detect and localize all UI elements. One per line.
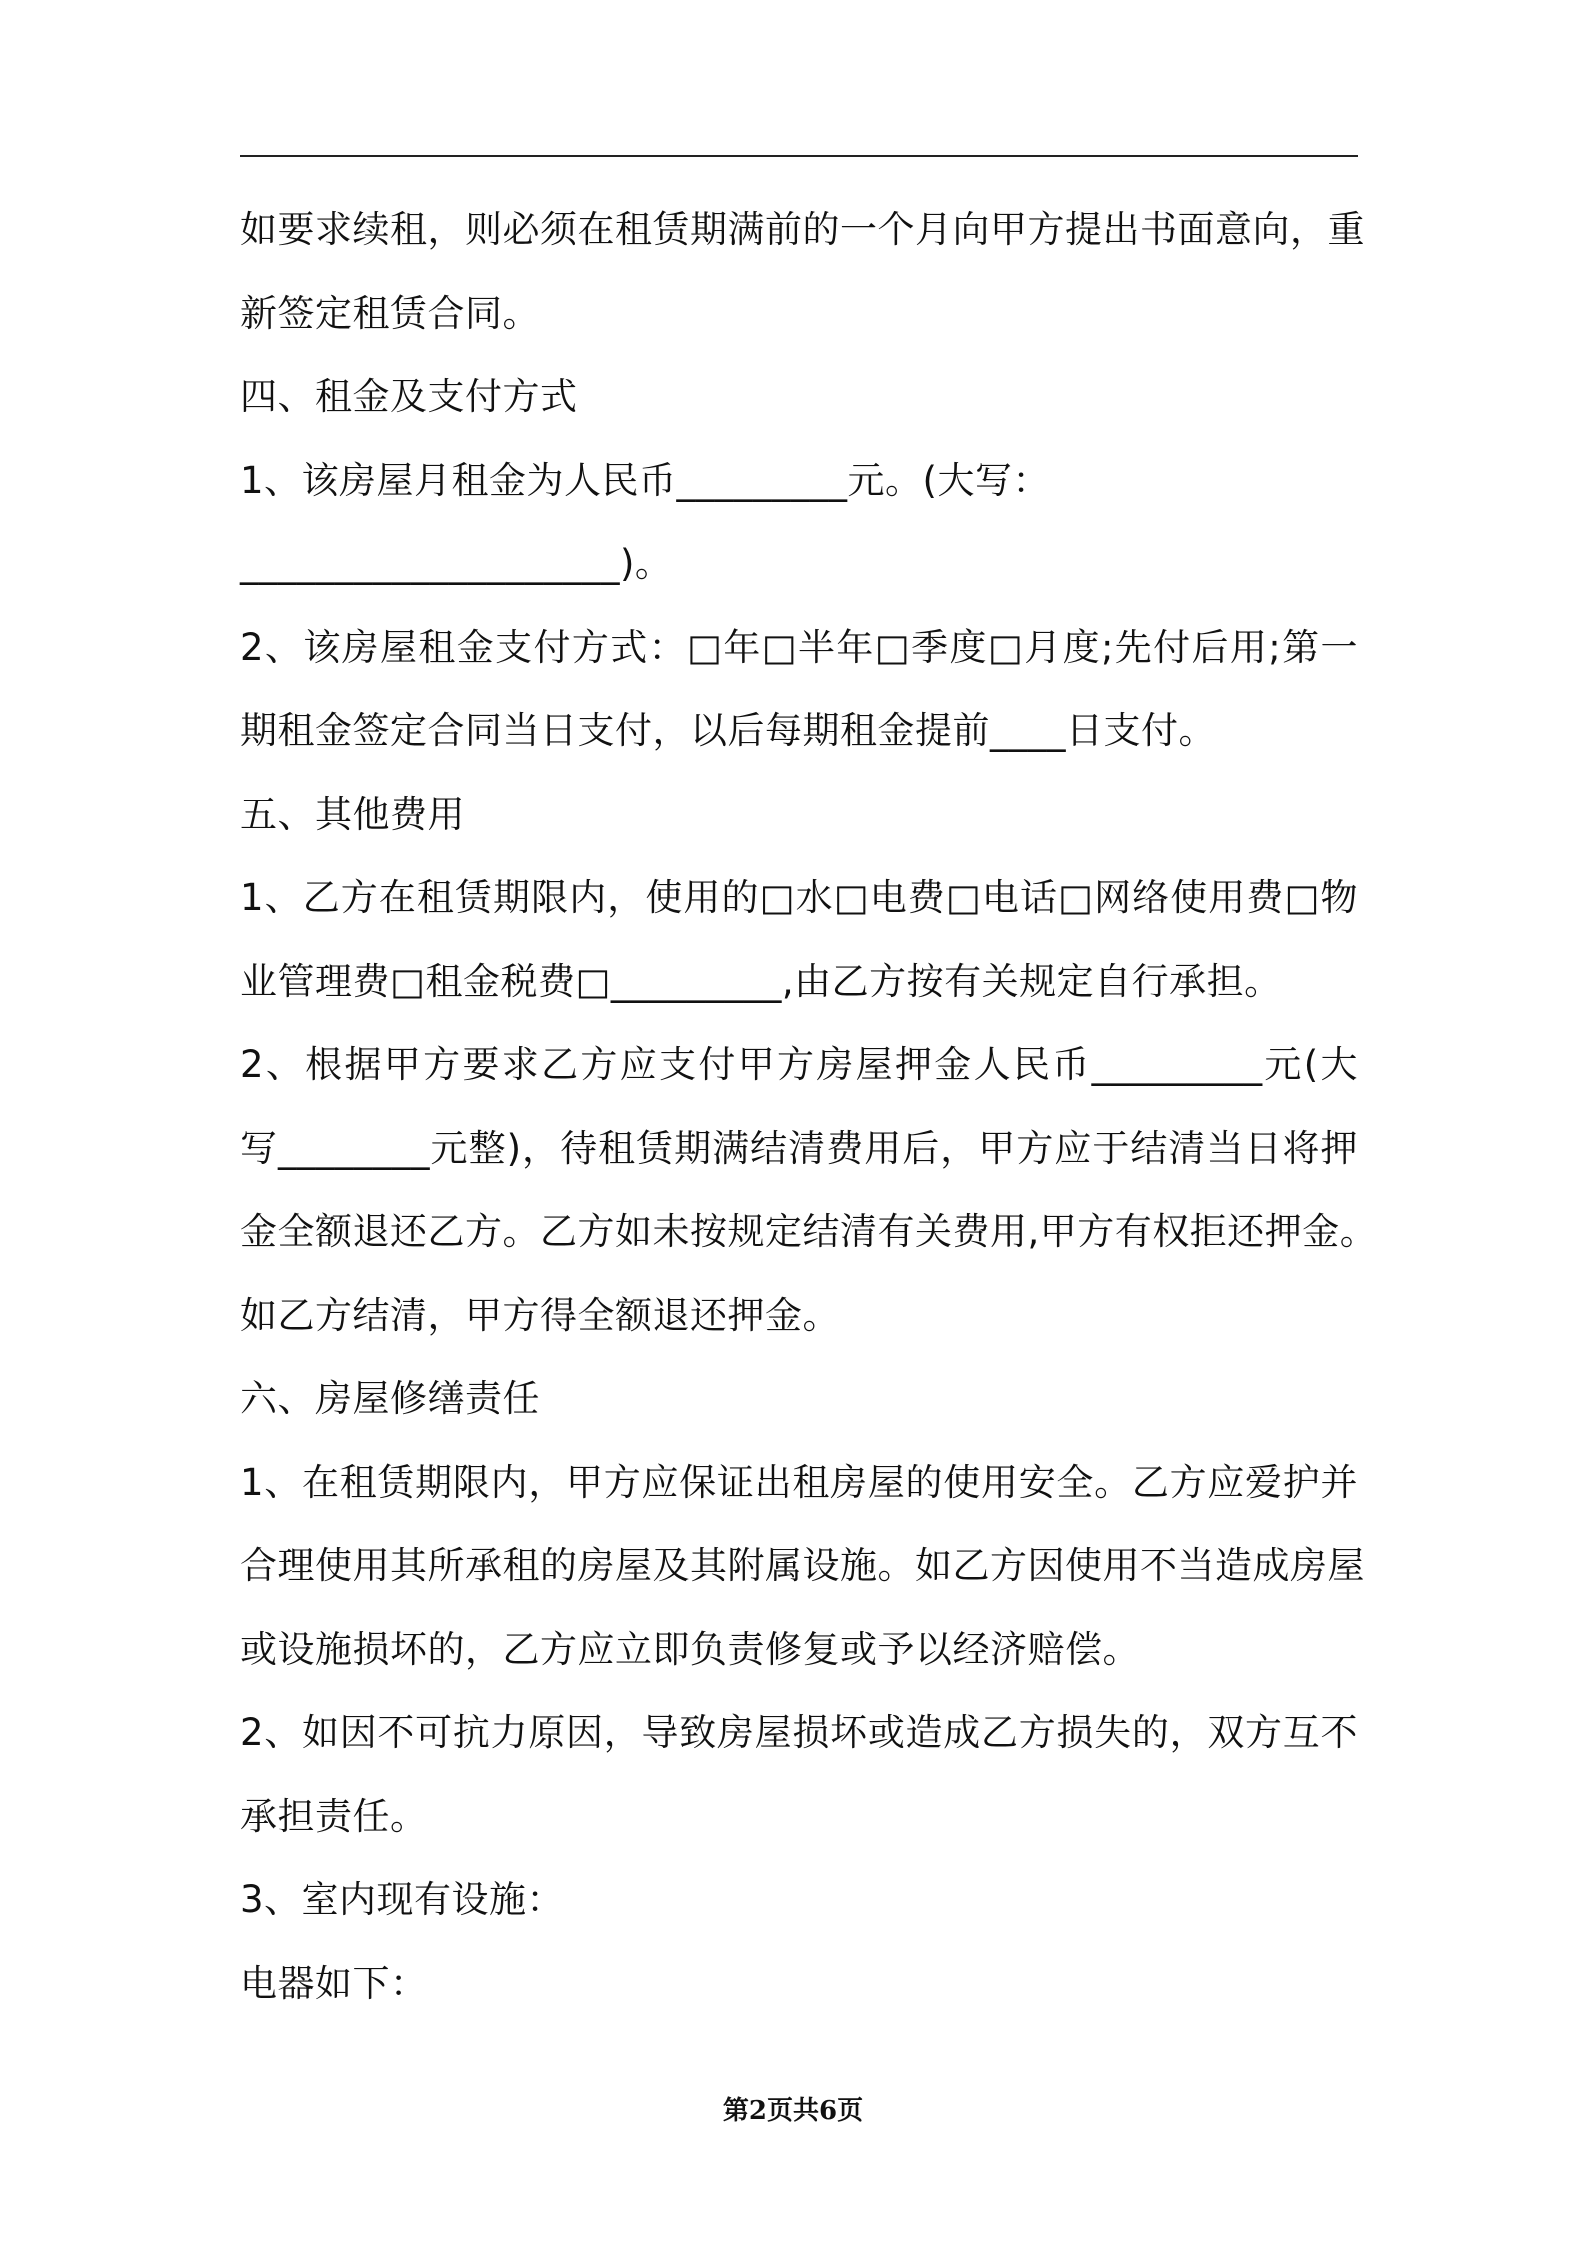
text-line: 如乙方结清，甲方得全额退还押金。 <box>240 1293 840 1337</box>
text-line: 1、在租赁期限内，甲方应保证出租房屋的使用安全。乙方应爱护并 <box>240 1460 1358 1504</box>
text-line: 合理使用其所承租的房屋及其附属设施。如乙方因使用不当造成房屋 <box>240 1544 1365 1587</box>
text-line: 写________元整)，待租赁期满结清费用后，甲方应于结清当日将押 <box>240 1126 1358 1170</box>
text-line: 2、如因不可抗力原因，导致房屋损坏或造成乙方损失的，双方互不 <box>240 1711 1358 1754</box>
text-line: 期租金签定合同当日支付，以后每期租金提前____日支付。 <box>240 709 1216 752</box>
section-heading-rent: 四、租金及支付方式 <box>240 375 578 418</box>
text-line: 承担责任。 <box>240 1794 428 1838</box>
text-line: 3、室内现有设施： <box>240 1878 565 1921</box>
text-line: 2、根据甲方要求乙方应支付甲方房屋押金人民币_________元(大 <box>240 1043 1358 1086</box>
page-number: 第2页共6页 <box>722 2096 864 2126</box>
section-heading-repair: 六、房屋修缮责任 <box>240 1377 540 1420</box>
header-rule <box>240 155 1358 157</box>
text-line: 金全额退还乙方。乙方如未按规定结清有关费用,甲方有权拒还押金。 <box>240 1210 1378 1253</box>
text-line: 2、该房屋租金支付方式：□年□半年□季度□月度;先付后用;第一 <box>240 625 1358 669</box>
section-heading-other-fees: 五、其他费用 <box>240 792 465 836</box>
text-line: 1、乙方在租赁期限内，使用的□水□电费□电话□网络使用费□物 <box>240 876 1358 919</box>
text-line: 或设施损坏的，乙方应立即负责修复或予以经济赔偿。 <box>240 1627 1140 1671</box>
document-body <box>240 188 1378 2025</box>
text-line: 1、该房屋月租金为人民币_________元。(大写： <box>240 458 1050 502</box>
text-line: ____________________)。 <box>240 542 673 585</box>
text-line: 业管理费□租金税费□_________,由乙方按有关规定自行承担。 <box>240 959 1282 1003</box>
text-line: 电器如下： <box>240 1961 428 2005</box>
text-line: 如要求续租，则必须在租赁期满前的一个月向甲方提出书面意向，重 <box>240 208 1365 251</box>
text-line: 新签定租赁合同。 <box>240 291 540 335</box>
